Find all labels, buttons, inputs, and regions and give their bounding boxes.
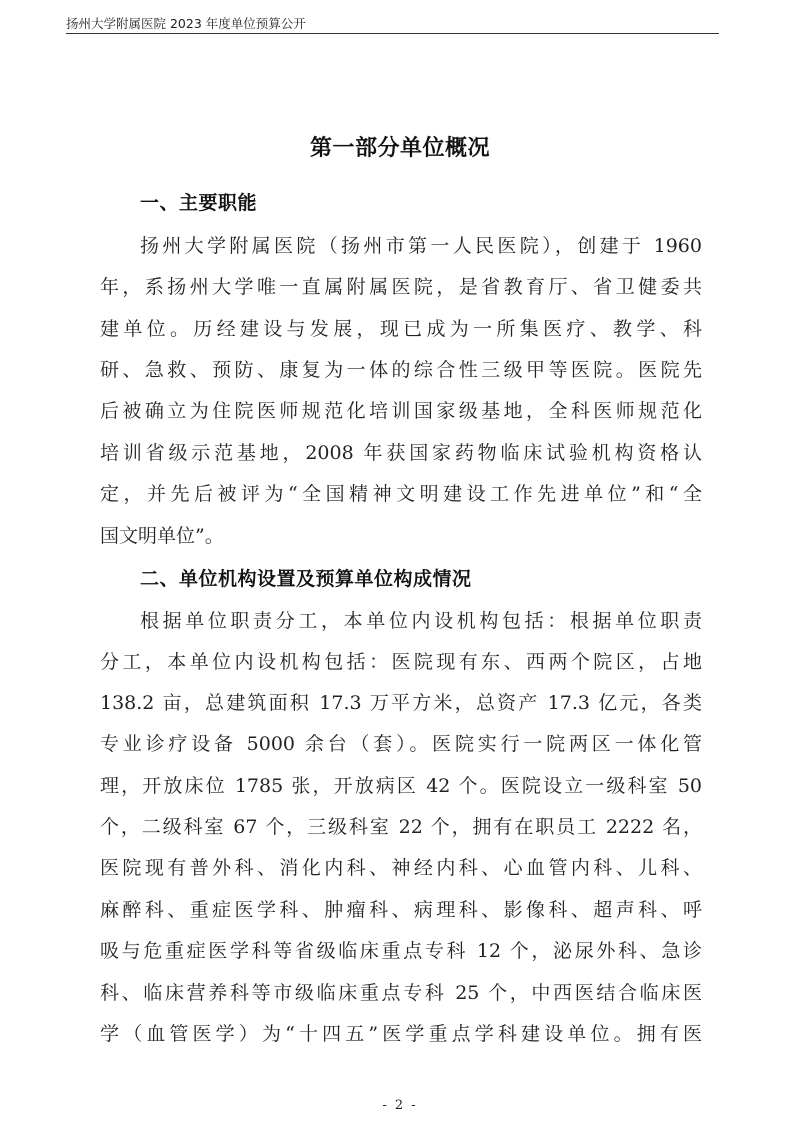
paragraph-line: 麻醉科、重症医学科、肿瘤科、病理科、影像科、超声科、呼: [100, 899, 702, 921]
section-heading-main-functions: 一、主要职能: [140, 192, 258, 214]
paragraph-line: 医院现有普外科、消化内科、神经内科、心血管内科、儿科、: [100, 857, 702, 879]
part-title: 第一部分单位概况: [309, 136, 490, 161]
page-number: - 2 -: [382, 1098, 418, 1113]
paragraph-line: 扬州大学附属医院（扬州市第一人民医院），创建于 1960: [140, 235, 702, 257]
running-header: 扬州大学附属医院 2023 年度单位预算公开: [66, 16, 306, 31]
section-heading-organization: 二、单位机构设置及预算单位构成情况: [140, 568, 472, 590]
paragraph-line: 定，并先后被评为“全国精神文明建设工作先进单位”和“全: [100, 483, 702, 505]
paragraph-line: 后被确立为住院医师规范化培训国家级基地，全科医师规范化: [100, 400, 702, 422]
paragraph-line: 科、临床营养科等市级临床重点专科 25 个，中西医结合临床医: [100, 982, 702, 1004]
paragraph-line: 研、急救、预防、康复为一体的综合性三级甲等医院。医院先: [100, 359, 702, 381]
header-divider: [66, 33, 719, 34]
paragraph-line: 个，二级科室 67 个，三级科室 22 个，拥有在职员工 2222 名，: [100, 816, 702, 838]
paragraph-line: 培训省级示范基地，2008 年获国家药物临床试验机构资格认: [100, 442, 702, 464]
paragraph-line: 138.2 亩，总建筑面积 17.3 万平方米，总资产 17.3 亿元，各类: [100, 692, 702, 714]
paragraph-line: 学（血管医学）为“十四五”医学重点学科建设单位。拥有医: [100, 1023, 702, 1045]
paragraph-line: 建单位。历经建设与发展，现已成为一所集医疗、教学、科: [100, 318, 702, 340]
paragraph-line: 专业诊疗设备 5000 余台（套）。医院实行一院两区一体化管: [100, 733, 702, 755]
paragraph-line: 吸与危重症医学科等省级临床重点专科 12 个，泌尿外科、急诊: [100, 940, 702, 962]
paragraph-line: 根据单位职责分工，本单位内设机构包括：根据单位职责: [140, 610, 702, 632]
paragraph-line: 国文明单位”。: [100, 525, 224, 547]
paragraph-line: 分工，本单位内设机构包括：医院现有东、西两个院区，占地: [100, 651, 702, 673]
paragraph-line: 年，系扬州大学唯一直属附属医院，是省教育厅、省卫健委共: [100, 276, 702, 298]
paragraph-line: 理，开放床位 1785 张，开放病区 42 个。医院设立一级科室 50: [100, 775, 702, 797]
